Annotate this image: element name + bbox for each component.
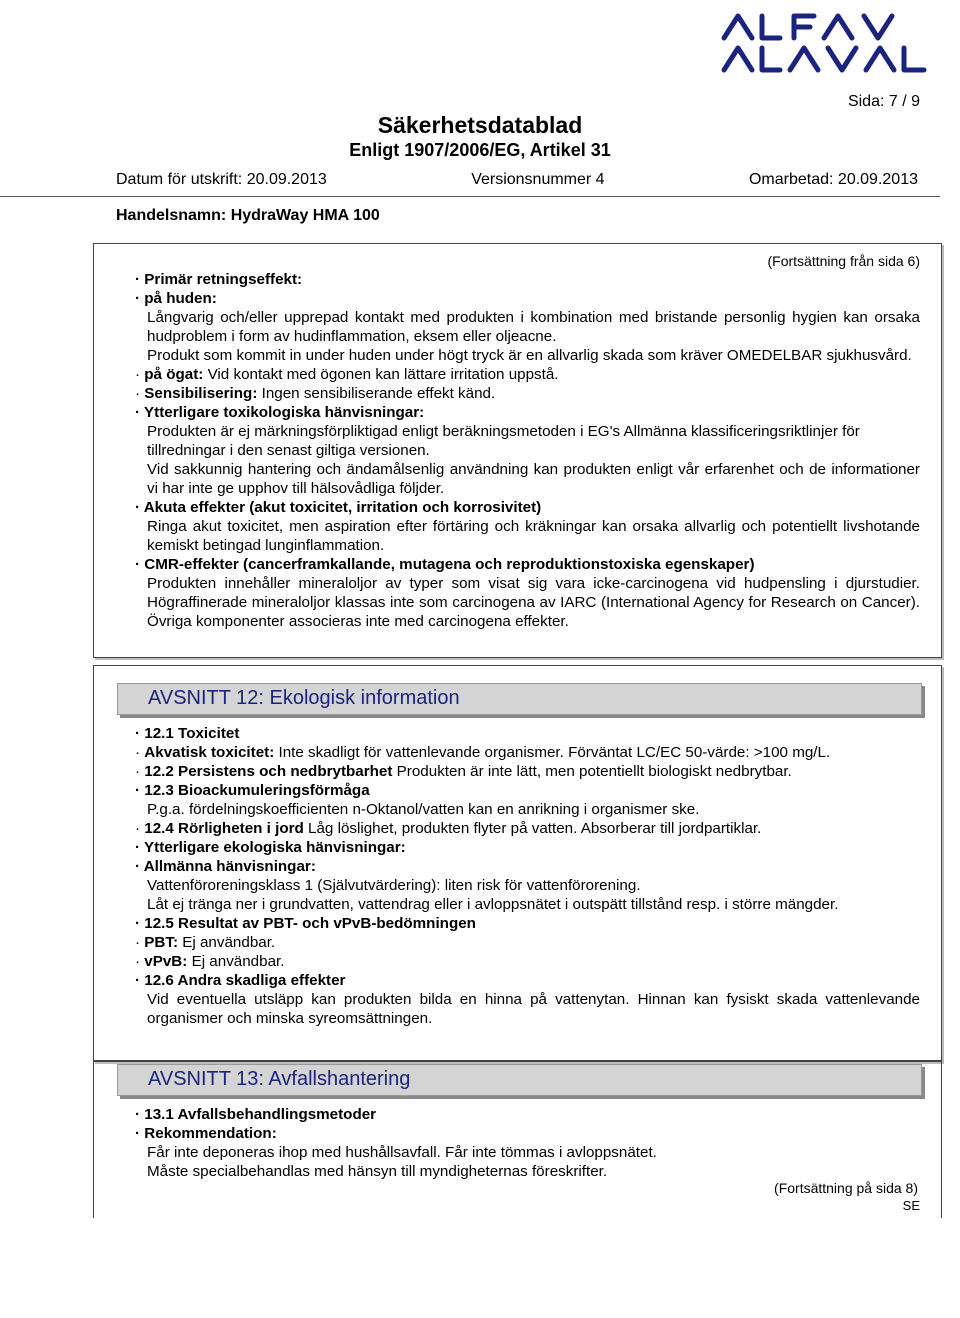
item: · Sensibilisering: Ingen sensibiliserande effekt känd. <box>135 385 496 402</box>
paragraph: Vid eventuella utsläpp kan produkten bilda en hinna på vattenytan. Hinnan kan fysiskt skada vattenlevande organismer och minska syreomsättningen. <box>147 991 920 1027</box>
paragraph: P.g.a. fördelningskoefficienten n-Oktanol/vatten kan en anrikning i organismer ske. <box>147 801 700 818</box>
section-13-title: AVSNITT 13: Avfallshantering <box>148 1068 411 1090</box>
paragraph: Får inte deponeras ihop med hushållsavfall. Får inte tömmas i avloppsnätet. <box>147 1144 657 1161</box>
section-12-content <box>135 724 920 1028</box>
document-title: Säkerhetsdatablad <box>377 112 583 138</box>
section-11-content <box>135 270 920 631</box>
revised-date: Omarbetad: 20.09.2013 <box>748 171 918 188</box>
alfa-laval-logo <box>718 8 934 80</box>
paragraph: Produkten är ej märkningsförpliktigad enligt beräkningsmetoden i EG's Allmänna klassificeringsriktlinjer för tillredningar i den senast giltiga versionen. <box>147 423 860 459</box>
section-13-heading <box>117 1064 922 1096</box>
country-code: SE <box>902 1198 920 1213</box>
item: · Akuta effekter (akut toxicitet, irritation och korrosivitet) <box>135 499 542 516</box>
item: · 12.1 Toxicitet <box>135 725 240 742</box>
document-subtitle: Enligt 1907/2006/EG, Artikel 31 <box>349 140 611 160</box>
item: · 12.2 Persistens och nedbrytbarhet Produkten är inte lätt, men potentiellt biologiskt nedbrytbar. <box>135 763 792 780</box>
item: · på ögat: Vid kontakt med ögonen kan lättare irritation uppstå. <box>135 366 559 383</box>
item: · på huden: <box>135 290 217 307</box>
item: · Ytterligare toxikologiska hänvisningar: <box>135 404 425 421</box>
section-12-heading <box>117 683 922 715</box>
paragraph: Vattenföroreningsklass 1 (Självutvärdering): liten risk för vattenförorening. <box>147 877 641 894</box>
section-13-content <box>135 1105 920 1181</box>
item: · CMR-effekter (cancerframkallande, mutagena och reproduktionstoxiska egenskaper) <box>135 556 755 573</box>
trade-name: Handelsnamn: HydraWay HMA 100 <box>116 207 380 224</box>
print-date: Datum för utskrift: 20.09.2013 <box>116 171 327 188</box>
paragraph: Långvarig och/eller upprepad kontakt med produkten i kombination med bristande personlig hygien kan orsaka hudproblem i form av hudinflammation, eksem eller oljeacne. <box>147 309 920 345</box>
paragraph: Produkt som kommit in under huden under högt tryck är en allvarlig skada som kräver OMEDELBAR sjukhusvård. <box>147 347 912 364</box>
page-number: Sida: 7 / 9 <box>847 93 920 110</box>
item: · Ytterligare ekologiska hänvisningar: <box>135 839 406 856</box>
header-divider <box>0 196 940 197</box>
item: · 12.6 Andra skadliga effekter <box>135 972 346 989</box>
item: · Rekommendation: <box>135 1125 277 1142</box>
item: · Allmänna hänvisningar: <box>135 858 316 875</box>
item: · 12.5 Resultat av PBT- och vPvB-bedömningen <box>135 915 476 932</box>
section-12-title: AVSNITT 12: Ekologisk information <box>148 687 460 709</box>
continued-to: (Fortsättning på sida 8) <box>774 1180 918 1196</box>
paragraph: Måste specialbehandlas med hänsyn till myndigheternas föreskrifter. <box>147 1163 608 1180</box>
continued-from: (Fortsättning från sida 6) <box>767 253 920 269</box>
item: · 13.1 Avfallsbehandlingsmetoder <box>135 1106 377 1123</box>
item: · Akvatisk toxicitet: Inte skadligt för vattenlevande organismer. Förväntat LC/EC 50-värde: >100 mg/L. <box>135 744 831 761</box>
item: · Primär retningseffekt: <box>135 271 303 288</box>
item: · 12.4 Rörligheten i jord Låg löslighet, produkten flyter på vatten. Absorberar till jordpartiklar. <box>135 820 762 837</box>
paragraph: Vid sakkunnig hantering och ändamålsenlig användning kan produkten enligt vår erfarenhet och de informationer vi har inte ge upphov till hälsovådliga följder. <box>147 461 920 497</box>
meta-row <box>116 171 918 189</box>
item: · vPvB: Ej användbar. <box>135 953 285 970</box>
item: · 12.3 Bioackumuleringsförmåga <box>135 782 370 799</box>
item: · PBT: Ej användbar. <box>135 934 276 951</box>
paragraph: Ringa akut toxicitet, men aspiration efter förtäring och kräkningar kan orsaka allvarlig och potentiellt livshotande kemiskt betingad lunginflammation. <box>147 518 920 554</box>
paragraph: Produkten innehåller mineraloljor av typer som visat sig vara icke-carcinogena vid hudpensling i djurstudier. Högraffinerade mineraloljor klassas inte som carcinogena av IARC (International Agency for Research on Cancer). Övriga komponenter associeras inte med carcinogena effekter. <box>147 575 920 630</box>
version-number: Versionsnummer 4 <box>471 171 605 188</box>
paragraph: Låt ej tränga ner i grundvatten, vattendrag eller i avloppsnätet i outspätt tillstånd resp. i större mängder. <box>147 896 839 913</box>
